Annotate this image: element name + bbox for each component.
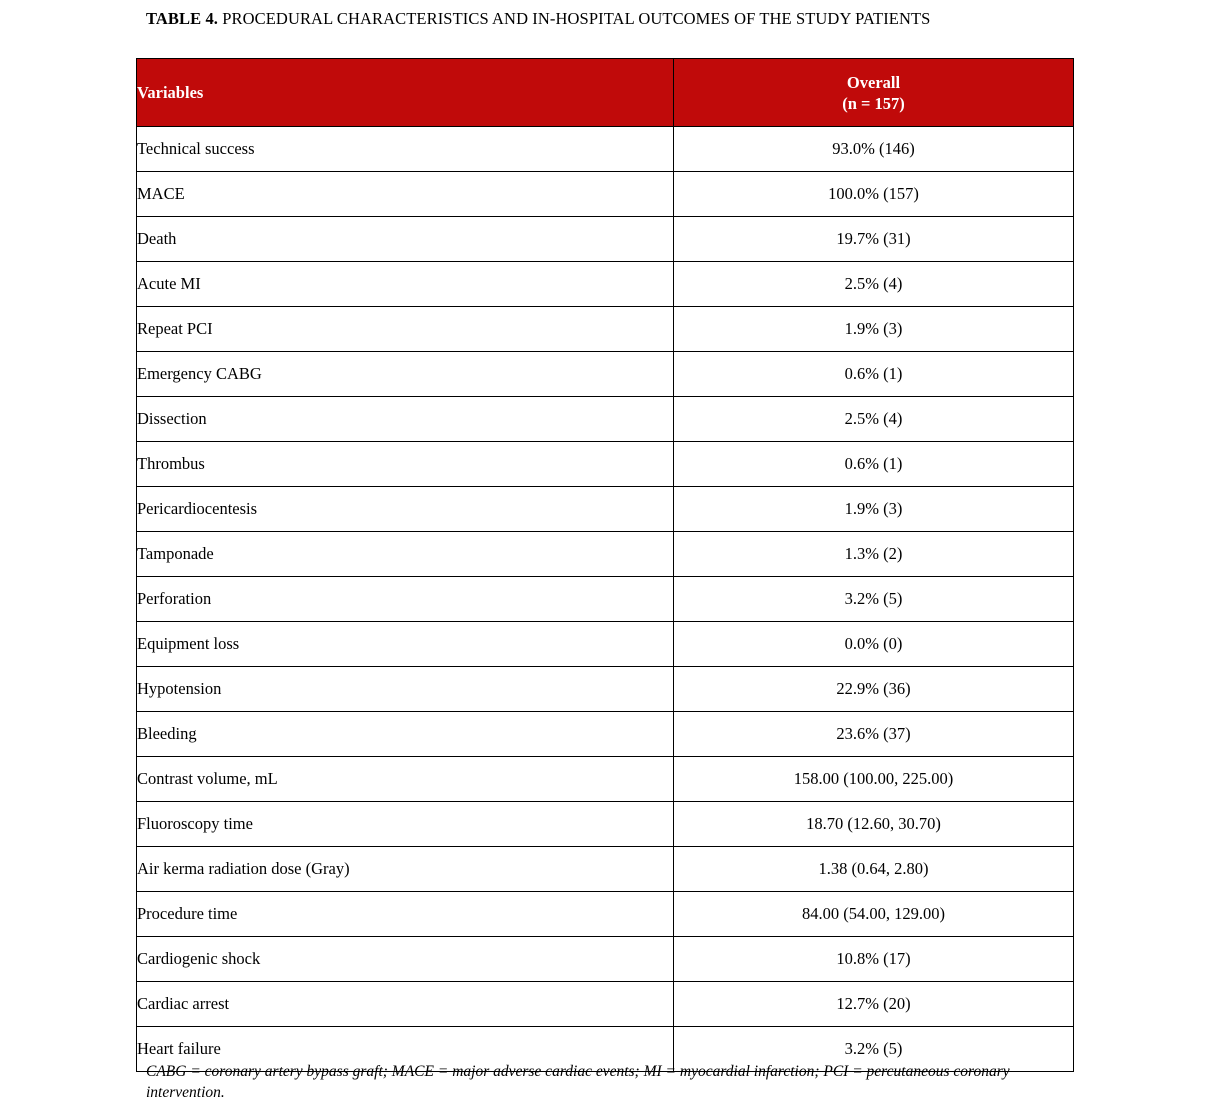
cell-overall-value: 1.3% (2) <box>674 532 1074 577</box>
cell-overall-value: 158.00 (100.00, 225.00) <box>674 757 1074 802</box>
cell-variable: Cardiac arrest <box>137 982 674 1027</box>
cell-overall-value: 1.9% (3) <box>674 487 1074 532</box>
column-header-overall <box>674 59 1074 127</box>
table-row <box>137 352 1074 397</box>
cell-overall-value: 22.9% (36) <box>674 667 1074 712</box>
cell-variable: Acute MI <box>137 262 674 307</box>
table-row <box>137 397 1074 442</box>
cell-variable: Tamponade <box>137 532 674 577</box>
cell-overall-value: 0.6% (1) <box>674 442 1074 487</box>
column-header-variables-label: Variables <box>137 83 204 102</box>
table-row <box>137 667 1074 712</box>
cell-overall-value: 3.2% (5) <box>674 577 1074 622</box>
table-row <box>137 847 1074 892</box>
cell-overall-value: 2.5% (4) <box>674 397 1074 442</box>
cell-variable: Thrombus <box>137 442 674 487</box>
cell-variable: Air kerma radiation dose (Gray) <box>137 847 674 892</box>
table-row <box>137 937 1074 982</box>
table-row <box>137 262 1074 307</box>
cell-overall-value: 0.0% (0) <box>674 622 1074 667</box>
table-header <box>137 59 1074 127</box>
table-row <box>137 442 1074 487</box>
column-header-overall-label: Overall <box>846 72 901 92</box>
cell-overall-value: 2.5% (4) <box>674 262 1074 307</box>
procedural-outcomes-table <box>136 58 1074 1072</box>
table-row <box>137 892 1074 937</box>
cell-variable: Cardiogenic shock <box>137 937 674 982</box>
cell-overall-value: 0.6% (1) <box>674 352 1074 397</box>
cell-variable: Hypotension <box>137 667 674 712</box>
table-row <box>137 712 1074 757</box>
table-caption-text: PROCEDURAL CHARACTERISTICS AND IN-HOSPITAL OUTCOMES OF THE STUDY PATIENTS <box>218 9 931 28</box>
cell-variable: Emergency CABG <box>137 352 674 397</box>
cell-variable: Technical success <box>137 127 674 172</box>
table-header-row <box>137 59 1074 127</box>
table-caption <box>146 8 1026 29</box>
cell-variable: Equipment loss <box>137 622 674 667</box>
cell-variable: Bleeding <box>137 712 674 757</box>
table-row <box>137 802 1074 847</box>
table-row <box>137 127 1074 172</box>
table-container <box>136 58 1073 1072</box>
table-row <box>137 307 1074 352</box>
cell-variable: Pericardiocentesis <box>137 487 674 532</box>
table-row <box>137 487 1074 532</box>
cell-overall-value: 10.8% (17) <box>674 937 1074 982</box>
cell-overall-value: 18.70 (12.60, 30.70) <box>674 802 1074 847</box>
column-header-variables <box>137 59 674 127</box>
cell-overall-value: 1.38 (0.64, 2.80) <box>674 847 1074 892</box>
cell-variable: Fluoroscopy time <box>137 802 674 847</box>
cell-variable: Heart failure <box>137 1027 674 1072</box>
cell-variable: Death <box>137 217 674 262</box>
cell-variable: Repeat PCI <box>137 307 674 352</box>
column-header-overall-count: (n = 157) <box>842 93 905 113</box>
cell-variable: Dissection <box>137 397 674 442</box>
cell-variable: MACE <box>137 172 674 217</box>
cell-overall-value: 100.0% (157) <box>674 172 1074 217</box>
cell-overall-value: 93.0% (146) <box>674 127 1074 172</box>
cell-variable: Perforation <box>137 577 674 622</box>
table-row <box>137 982 1074 1027</box>
cell-overall-value: 1.9% (3) <box>674 307 1074 352</box>
table-row <box>137 622 1074 667</box>
cell-overall-value: 19.7% (31) <box>674 217 1074 262</box>
cell-overall-value: 12.7% (20) <box>674 982 1074 1027</box>
table-row <box>137 217 1074 262</box>
table-row <box>137 757 1074 802</box>
table-footnote: CABG = coronary artery bypass graft; MACE = major adverse cardiac events; MI = myocardial infarction; PCI = percutaneous coronary intervention. <box>146 1063 1010 1101</box>
cell-variable: Procedure time <box>137 892 674 937</box>
table-row <box>137 172 1074 217</box>
table-caption-label: TABLE 4. <box>146 9 219 28</box>
cell-overall-value: 84.00 (54.00, 129.00) <box>674 892 1074 937</box>
table-row <box>137 577 1074 622</box>
cell-overall-value: 3.2% (5) <box>674 1027 1074 1072</box>
table-body <box>137 127 1074 1072</box>
cell-overall-value: 23.6% (37) <box>674 712 1074 757</box>
cell-variable: Contrast volume, mL <box>137 757 674 802</box>
table-row <box>137 532 1074 577</box>
